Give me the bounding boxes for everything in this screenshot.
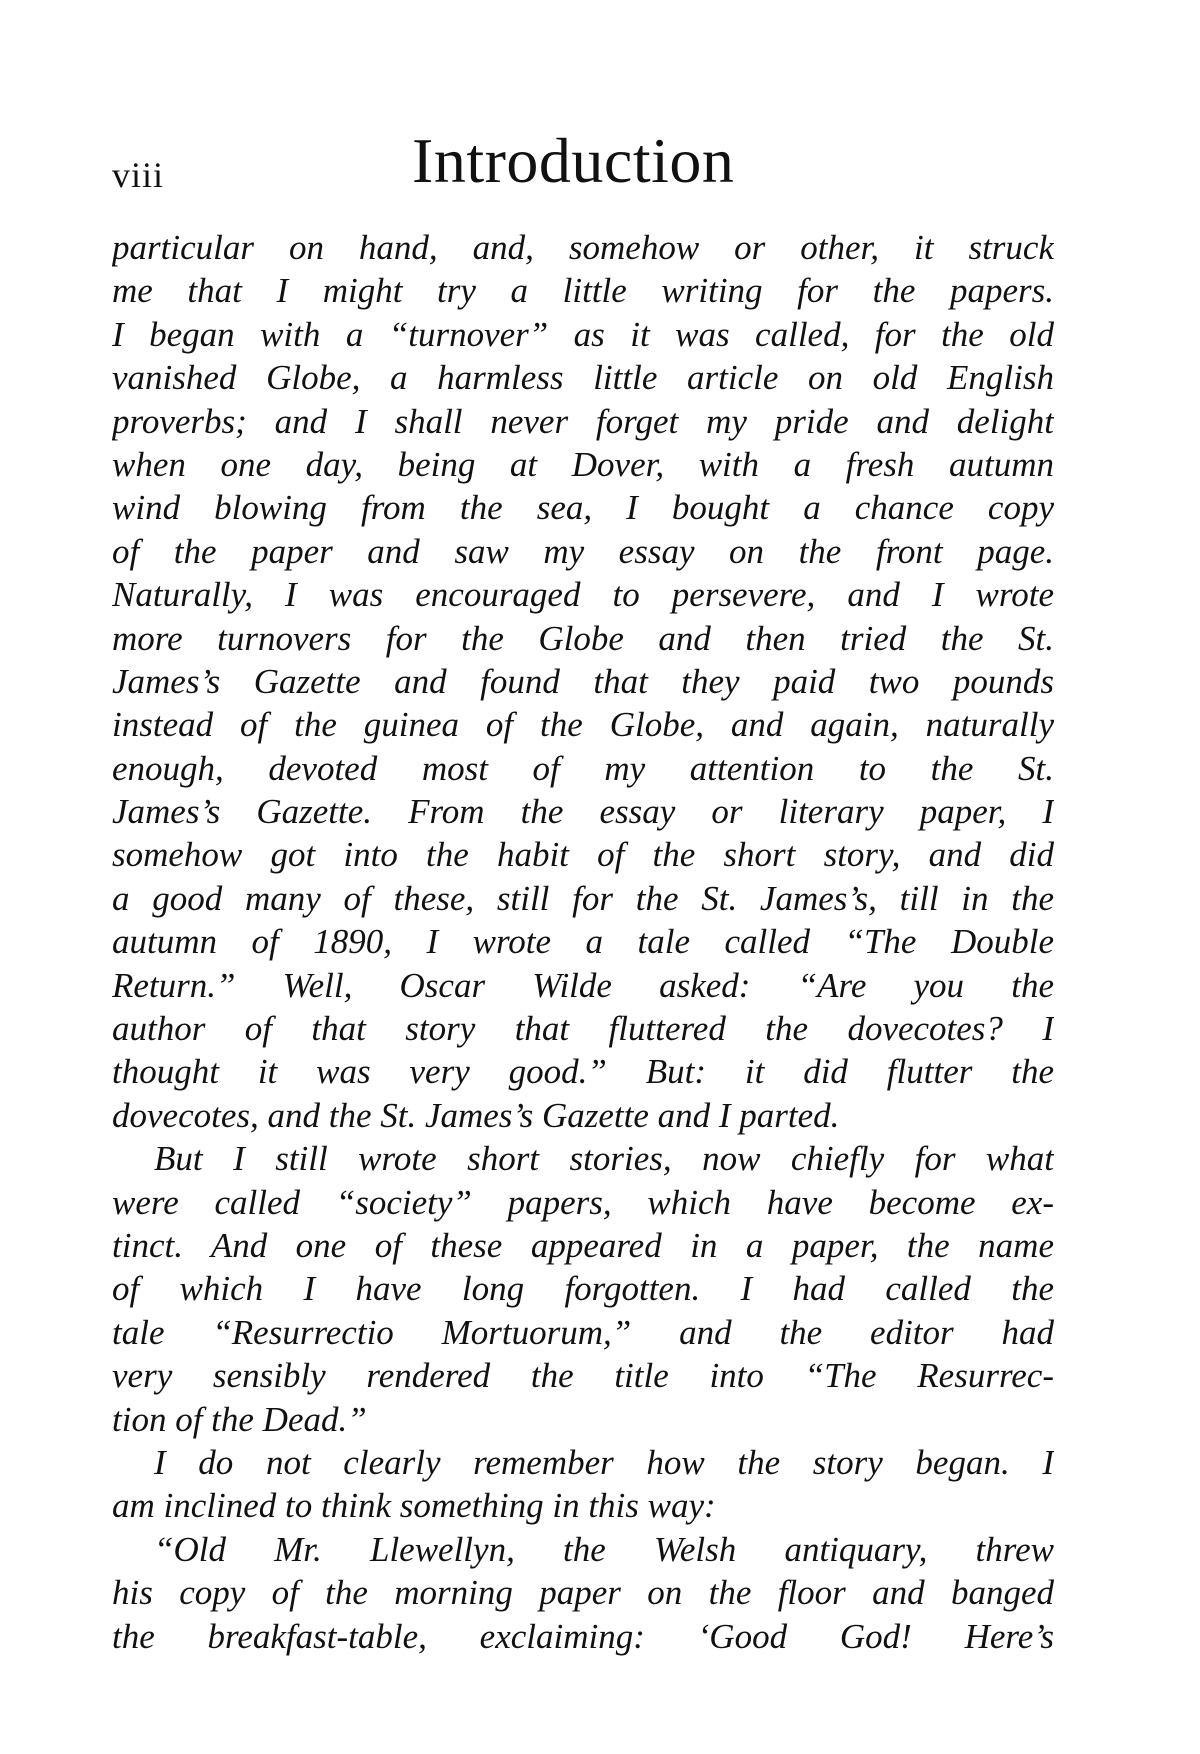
text-line: dovecotes, and the St. James’s Gazette and I parted. <box>112 1095 840 1135</box>
text-line: Return.” Well, Oscar Wilde asked: “Are you the <box>112 965 1054 1005</box>
text-line: when one day, being at Dover, with a fresh autumn <box>112 444 1054 484</box>
text-line: tion of the Dead.” <box>112 1399 367 1439</box>
text-line: of the paper and saw my essay on the front page. <box>112 531 1054 571</box>
text-line: proverbs; and I shall never forget my pride and delight <box>112 401 1054 441</box>
text-line: vanished Globe, a harmless little article on old English <box>112 358 1054 398</box>
text-line: particular on hand, and, somehow or other, it struck <box>112 228 1054 267</box>
text-line: tinct. And one of these appeared in a paper, the name <box>112 1225 1054 1265</box>
text-line: But I still wrote short stories, now chiefly for what <box>154 1139 1054 1179</box>
text-line: of which I have long forgotten. I had called the <box>112 1269 1054 1309</box>
text-line: were called “society” papers, which have become ex- <box>112 1182 1054 1222</box>
running-title: Introduction <box>412 125 735 196</box>
text-line: me that I might try a little writing for the papers. <box>112 271 1054 311</box>
text-line: the breakfast-table, exclaiming: ‘Good God! Here’s <box>112 1616 1054 1656</box>
text-line: thought it was very good.” But: it did flutter the <box>112 1052 1054 1092</box>
body-text <box>112 226 1054 1658</box>
text-line: wind blowing from the sea, I bought a chance copy <box>112 488 1054 528</box>
text-line: very sensibly rendered the title into “The Resurrec- <box>112 1356 1054 1396</box>
page-header <box>112 125 1054 216</box>
text-line: author of that story that fluttered the dovecotes? I <box>112 1009 1054 1049</box>
text-line: am inclined to think something in this way: <box>112 1486 716 1526</box>
text-line: his copy of the morning paper on the floor and banged <box>112 1573 1054 1613</box>
book-page <box>112 125 1054 1658</box>
text-line: somehow got into the habit of the short story, and did <box>112 835 1054 875</box>
page-number: viii <box>112 155 165 195</box>
text-line: James’s Gazette and found that they paid two pounds <box>112 661 1054 701</box>
text-line: a good many of these, still for the St. James’s, till in the <box>112 878 1054 918</box>
text-line: enough, devoted most of my attention to the St. <box>112 748 1054 788</box>
text-line: James’s Gazette. From the essay or literary paper, I <box>112 792 1054 832</box>
text-line: I do not clearly remember how the story began. I <box>154 1442 1054 1482</box>
text-line: more turnovers for the Globe and then tried the St. <box>112 618 1054 658</box>
text-line: autumn of 1890, I wrote a tale called “The Double <box>112 922 1054 962</box>
text-line: “Old Mr. Llewellyn, the Welsh antiquary, threw <box>154 1529 1054 1569</box>
text-line: Naturally, I was encouraged to persevere, and I wrote <box>112 575 1054 615</box>
text-line: tale “Resurrectio Mortuorum,” and the editor had <box>112 1312 1054 1352</box>
text-line: I began with a “turnover” as it was called, for the old <box>112 314 1054 354</box>
text-line: instead of the guinea of the Globe, and again, naturally <box>112 705 1054 745</box>
